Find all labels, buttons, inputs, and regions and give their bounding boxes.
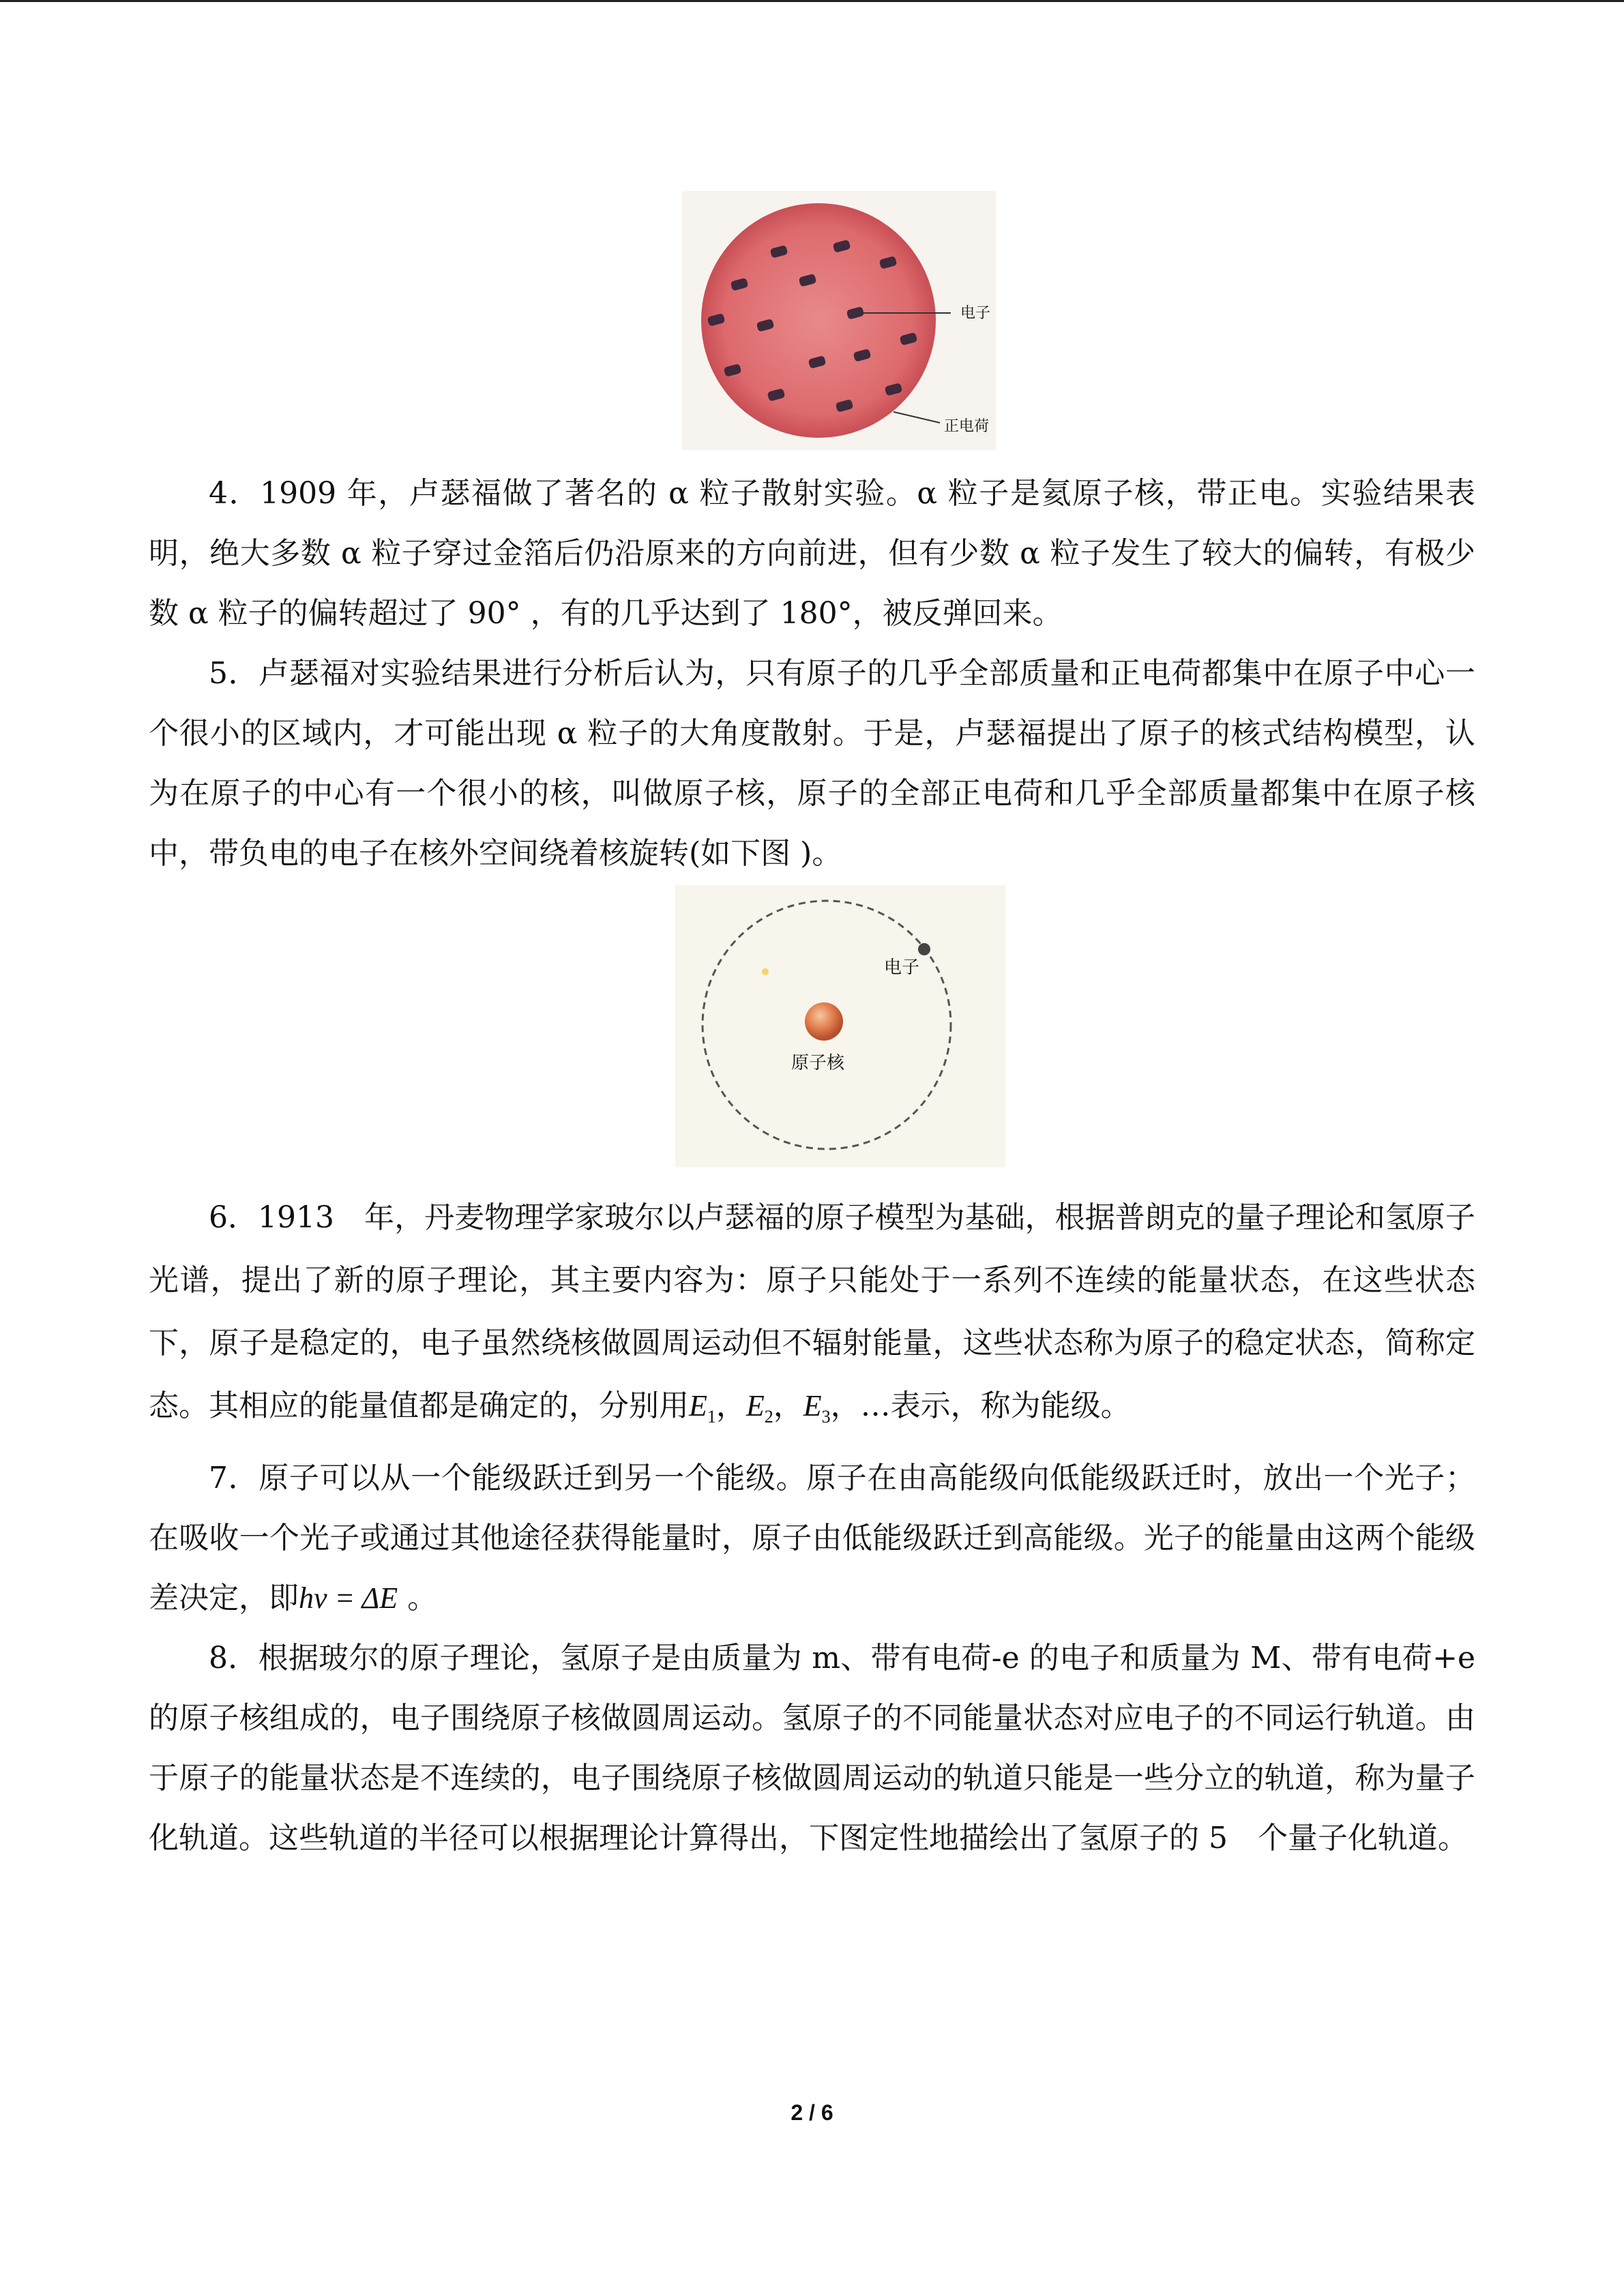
paragraph-5: 5．卢瑟福对实验结果进行分析后认为，只有原子的几乎全部质量和正电荷都集中在原子中心一个很小的区域内，才可能出现 α 粒子的大角度散射。于是，卢瑟福提出了原子的核式结构模型，认为在原子的中心有一个很小的核，叫做原子核，原子的全部正电荷和几乎全部质量都集中在原子核中，带负电的电子在核外空间绕着核旋转(如下图 )。	[149, 656, 1475, 871]
rutherford-model-figure	[675, 885, 1005, 1167]
thomson-model-figure	[682, 191, 996, 450]
positive-charge-label: 正电荷	[944, 418, 990, 435]
paragraph-4: 4．1909 年，卢瑟福做了著名的 α 粒子散射实验。α 粒子是氦原子核，带正电。实验结果表明，绝大多数 α 粒子穿过金箔后仍沿原来的方向前进，但有少数 α 粒子发生了较大的偏转，有极少数 α 粒子的偏转超过了 90° ，有的几乎达到了 180°，被反弹回来。	[149, 476, 1475, 631]
paragraph-block-1	[149, 464, 1475, 884]
paragraph-7: 7．原子可以从一个能级跃迁到另一个能级。原子在由高能级向低能级跃迁时，放出一个光子；在吸收一个光子或通过其他途径获得能量时，原子由低能级跃迁到高能级。光子的能量由这两个能级差决定，即hν = ΔE 。	[149, 1461, 1475, 1615]
electron-label: 电子	[884, 957, 920, 978]
energy-e1: $E_1$	[689, 1389, 716, 1427]
positive-charge-sphere	[701, 203, 936, 438]
page-number: 2 / 6	[791, 2100, 833, 2125]
energy-e3: $E_3$	[803, 1389, 831, 1427]
paragraph-block-2	[149, 1187, 1475, 1868]
photon-energy-formula: hν = ΔE	[299, 1581, 398, 1615]
paragraph-8: 8．根据玻尔的原子理论，氢原子是由质量为 m、带有电荷-e 的电子和质量为 M、带有电荷+e 的原子核组成的，电子围绕原子核做圆周运动。氢原子的不同能量状态对应电子的不同运行轨道。由于原子的能量状态是不连续的，电子围绕原子核做圆周运动的轨道只能是一些分立的轨道，称为量子化轨道。这些轨道的半径可以根据理论计算得出，下图定性地描绘出了氢原子的 5 个量子化轨道。	[149, 1641, 1475, 1855]
energy-e2: $E_2$	[745, 1389, 773, 1427]
paragraph-6: 6．1913 年，丹麦物理学家玻尔以卢瑟福的原子模型为基础，根据普朗克的量子理论和氢原子光谱，提出了新的原子理论，其主要内容为：原子只能处于一系列不连续的能量状态，在这些状态下，原子是稳定的，电子虽然绕核做圆周运动但不辐射能量，这些状态称为原子的稳定状态，简称定态。其相应的能量值都是确定的，分别用$E_1$，$E_2$，$E_3$，…表示，称为能级。	[149, 1200, 1475, 1427]
nucleus	[805, 1002, 843, 1041]
nucleus-label: 原子核	[791, 1053, 845, 1073]
electron-dot	[918, 943, 930, 955]
electron-label: 电子	[960, 305, 991, 322]
